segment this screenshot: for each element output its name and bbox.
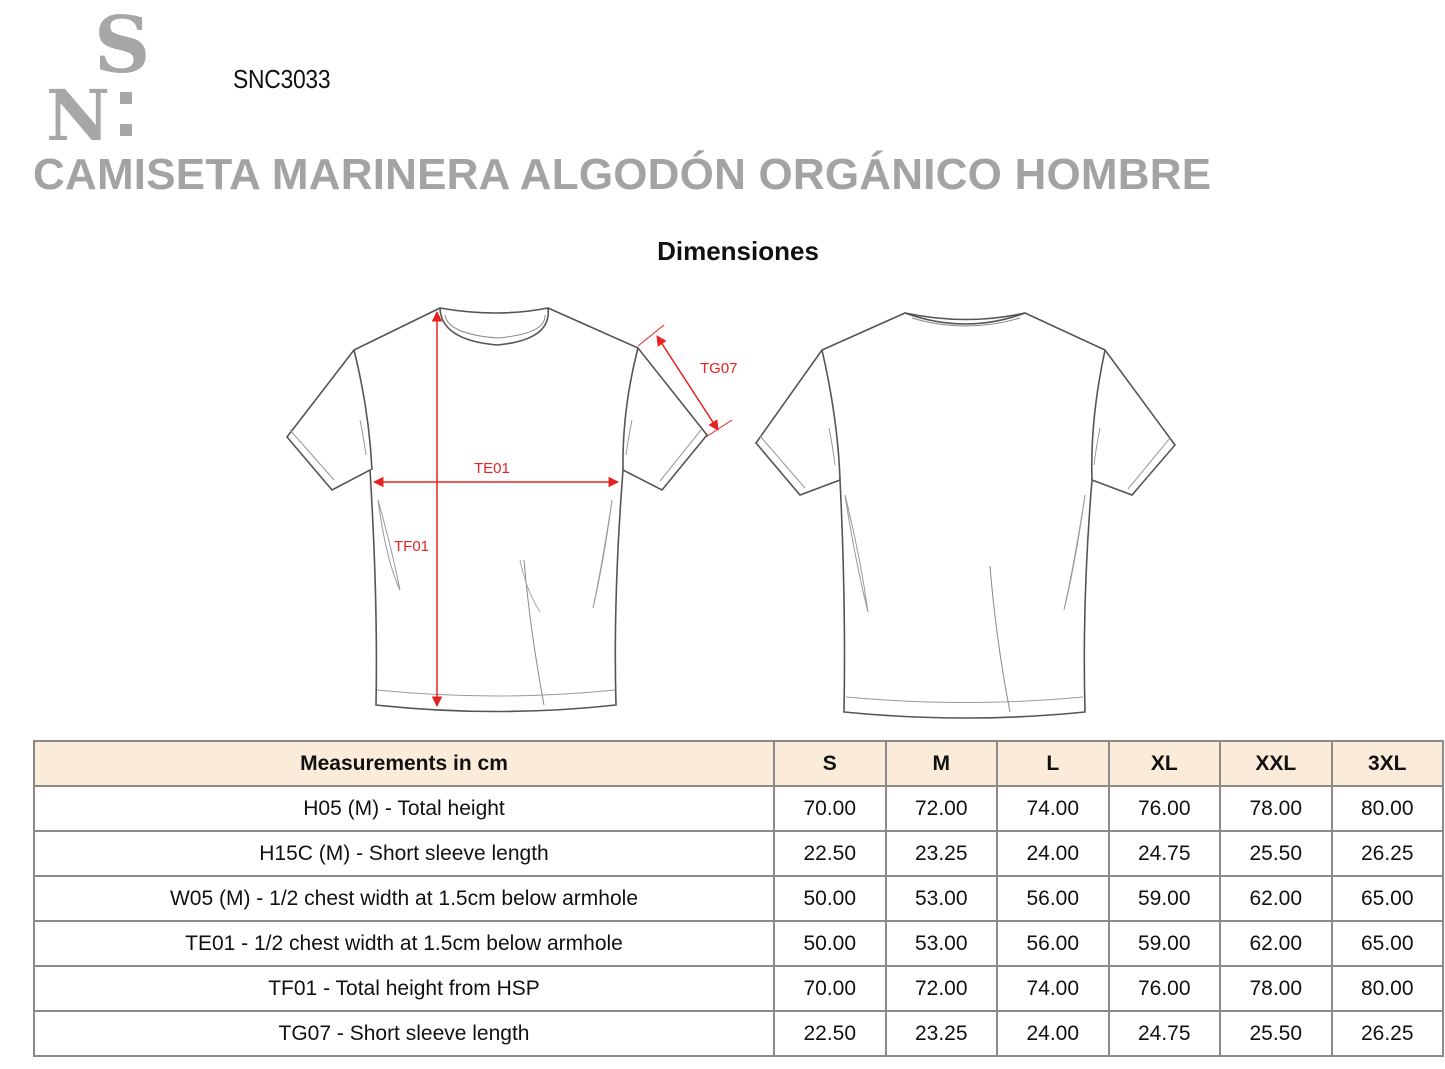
measurement-name: TF01 - Total height from HSP: [34, 966, 774, 1011]
value-cell: 59.00: [1109, 921, 1221, 966]
header-size-3xl: 3XL: [1332, 741, 1444, 786]
header-size-l: L: [997, 741, 1109, 786]
te01-label: TE01: [474, 460, 510, 477]
value-cell: 62.00: [1220, 921, 1332, 966]
value-cell: 59.00: [1109, 876, 1221, 921]
value-cell: 80.00: [1332, 966, 1444, 1011]
value-cell: 76.00: [1109, 786, 1221, 831]
svg-text:S: S: [94, 10, 151, 91]
header-size-s: S: [774, 741, 886, 786]
value-cell: 24.75: [1109, 1011, 1221, 1056]
value-cell: 65.00: [1332, 876, 1444, 921]
value-cell: 72.00: [886, 966, 998, 1011]
header-size-m: M: [886, 741, 998, 786]
table-row: [34, 831, 1443, 876]
tshirt-diagram: [0, 290, 1445, 730]
value-cell: 78.00: [1220, 966, 1332, 1011]
value-cell: 22.50: [774, 831, 886, 876]
value-cell: 80.00: [1332, 786, 1444, 831]
value-cell: 23.25: [886, 831, 998, 876]
value-cell: 76.00: [1109, 966, 1221, 1011]
svg-text:N: N: [46, 74, 110, 145]
tshirt-front-drawing: [287, 308, 707, 712]
value-cell: 22.50: [774, 1011, 886, 1056]
tf01-label: TF01: [394, 538, 430, 555]
tshirt-back-drawing: [756, 313, 1175, 718]
value-cell: 25.50: [1220, 831, 1332, 876]
value-cell: 65.00: [1332, 921, 1444, 966]
measurement-name: W05 (M) - 1/2 chest width at 1.5cm below armhole: [34, 876, 774, 921]
measurement-name: H15C (M) - Short sleeve length: [34, 831, 774, 876]
measurement-name: H05 (M) - Total height: [34, 786, 774, 831]
measurements-table: [33, 740, 1444, 1057]
value-cell: 25.50: [1220, 1011, 1332, 1056]
value-cell: 74.00: [997, 966, 1109, 1011]
value-cell: 70.00: [774, 786, 886, 831]
value-cell: 24.00: [997, 831, 1109, 876]
value-cell: 50.00: [774, 921, 886, 966]
measurement-name: TE01 - 1/2 chest width at 1.5cm below armhole: [34, 921, 774, 966]
table-row: [34, 1011, 1443, 1056]
table-row: [34, 876, 1443, 921]
value-cell: 53.00: [886, 876, 998, 921]
value-cell: 56.00: [997, 921, 1109, 966]
value-cell: 78.00: [1220, 786, 1332, 831]
value-cell: 24.75: [1109, 831, 1221, 876]
table-row: [34, 966, 1443, 1011]
product-title: CAMISETA MARINERA ALGODÓN ORGÁNICO HOMBRE: [33, 150, 1212, 199]
value-cell: 23.25: [886, 1011, 998, 1056]
value-cell: 62.00: [1220, 876, 1332, 921]
header-measurement: Measurements in cm: [34, 741, 774, 786]
product-code: SNC3033: [233, 64, 331, 94]
value-cell: 53.00: [886, 921, 998, 966]
table-header-row: [34, 741, 1443, 786]
value-cell: 26.25: [1332, 1011, 1444, 1056]
value-cell: 70.00: [774, 966, 886, 1011]
header-size-xxl: XXL: [1220, 741, 1332, 786]
table-row: [34, 921, 1443, 966]
value-cell: 56.00: [997, 876, 1109, 921]
table-row: [34, 786, 1443, 831]
section-title: Dimensiones: [657, 236, 819, 266]
tg07-label: TG07: [700, 360, 738, 377]
measurement-name: TG07 - Short sleeve length: [34, 1011, 774, 1056]
value-cell: 24.00: [997, 1011, 1109, 1056]
brand-logo: [44, 10, 159, 145]
value-cell: 26.25: [1332, 831, 1444, 876]
value-cell: 74.00: [997, 786, 1109, 831]
value-cell: 50.00: [774, 876, 886, 921]
header-size-xl: XL: [1109, 741, 1221, 786]
value-cell: 72.00: [886, 786, 998, 831]
